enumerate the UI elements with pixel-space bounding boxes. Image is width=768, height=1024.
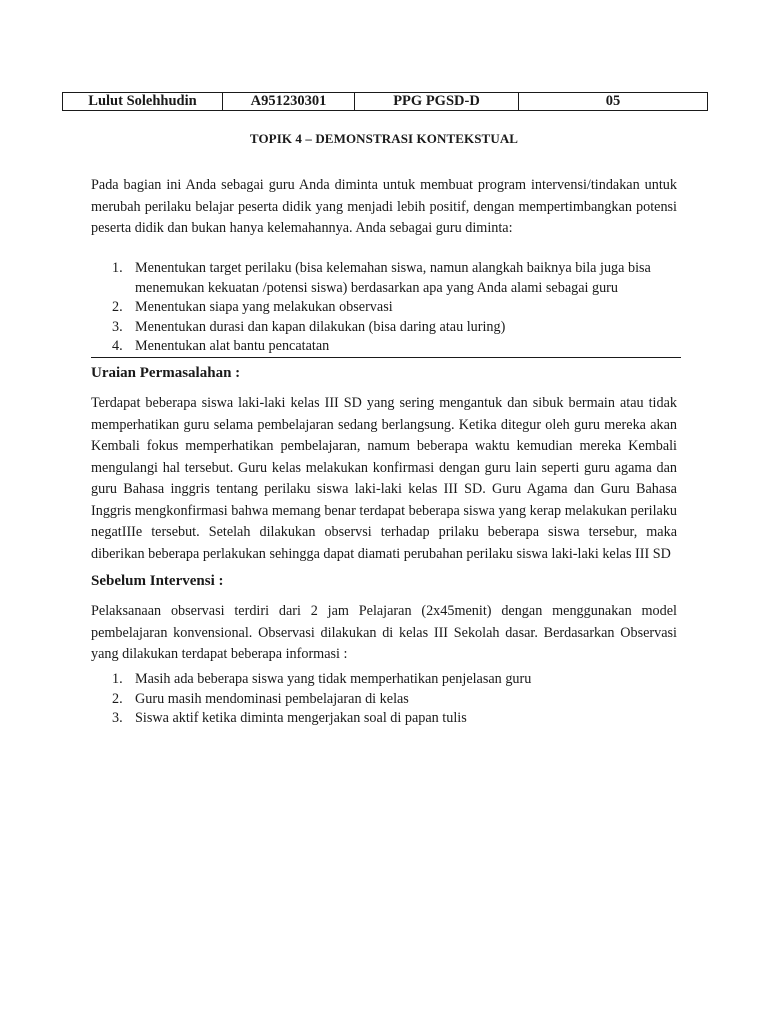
list-item-text: Siswa aktif ketika diminta mengerjakan soal di papan tulis bbox=[135, 710, 467, 726]
list-number: 2. bbox=[112, 690, 123, 707]
list-number: 1. bbox=[112, 671, 123, 687]
list-item bbox=[91, 259, 681, 298]
section-heading-sebelum: Sebelum Intervensi : bbox=[91, 573, 224, 589]
list-item-text: Menentukan siapa yang melakukan observasi bbox=[135, 299, 393, 315]
list-item-text: Menentukan target perilaku (bisa kelemahan siswa, namun alangkah baiknya bila juga bisa menemukan kekuatan /potensi siswa) berdasarkan apa yang Anda alami sebagai guru bbox=[135, 260, 651, 296]
program-cell: PPG PGSD-D bbox=[355, 93, 519, 111]
list-number: 4. bbox=[112, 338, 123, 354]
task-list bbox=[91, 259, 681, 357]
header-info-table bbox=[62, 92, 708, 111]
list-item bbox=[91, 298, 681, 318]
list-item-text: Menentukan durasi dan kapan dilakukan (bisa daring atau luring) bbox=[135, 318, 506, 335]
list-item bbox=[91, 709, 681, 729]
list-item bbox=[91, 337, 681, 357]
student-id-cell: A951230301 bbox=[223, 93, 355, 111]
document-title: TOPIK 4 – DEMONSTRASI KONTEKSTUAL bbox=[249, 131, 519, 146]
list-item-text: Menentukan alat bantu pencatatan bbox=[135, 338, 330, 354]
list-number: 1. bbox=[112, 260, 123, 276]
list-number: 3. bbox=[112, 710, 123, 726]
student-name-cell: Lulut Solehhudin bbox=[63, 93, 223, 111]
intro-paragraph: Pada bagian ini Anda sebagai guru Anda diminta untuk membuat program intervensi/tindakan untuk merubah perilaku belajar peserta didik yang menjadi lebih positif, dengan mempertimbangkan potensi peserta didik dan bukan hanya kelemahannya. Anda sebagai guru diminta: bbox=[91, 177, 677, 236]
header-row bbox=[63, 93, 708, 111]
observation-list bbox=[91, 670, 681, 729]
list-number: 3. bbox=[112, 318, 123, 335]
list-item bbox=[91, 318, 681, 338]
number-cell: 05 bbox=[519, 93, 708, 111]
section-heading-uraian: Uraian Permasalahan : bbox=[91, 365, 241, 381]
sebelum-paragraph: Pelaksanaan observasi terdiri dari 2 jam Pelajaran (2x45menit) dengan menggunakan model pembelajaran konvensional. Observasi dilakukan di kelas III Sekolah dasar. Berdasarkan Observasi yang dilakukan terdapat beberapa informasi : bbox=[91, 603, 677, 662]
horizontal-divider bbox=[91, 357, 681, 358]
list-number: 2. bbox=[112, 299, 123, 315]
list-item-text: Guru masih mendominasi pembelajaran di kelas bbox=[135, 690, 409, 707]
uraian-paragraph: Terdapat beberapa siswa laki-laki kelas III SD yang sering mengantuk dan sibuk bermain atau tidak memperhatikan guru selama pembelajaran sedang berlangsung. Ketika ditegur oleh guru mereka akan Kembali fokus memperhatikan pembelajaran, namum beberapa waktu kemudian mereka Kembali mengulangi hal tersebut. Guru kelas melakukan konfirmasi dengan guru lain seperti guru agama dan guru Bahasa inggris tentang perilaku siswa laki-laki kelas III SD. Guru Agama dan Guru Bahasa Inggris mengkonfirmasi bahwa memang benar terdapat beberapa siswa yang kerap melakukan perilaku negatIIIe tersebut. Setelah dilakukan observsi terhadap prilaku beberapa siswa tersebur, maka diberikan beberapa perlakukan sehingga dapat diamati perubahan perilaku siswa laki-laki kelas III SD bbox=[91, 395, 677, 562]
list-item bbox=[91, 670, 681, 690]
list-item-text: Masih ada beberapa siswa yang tidak memperhatikan penjelasan guru bbox=[135, 671, 532, 687]
list-item bbox=[91, 690, 681, 710]
